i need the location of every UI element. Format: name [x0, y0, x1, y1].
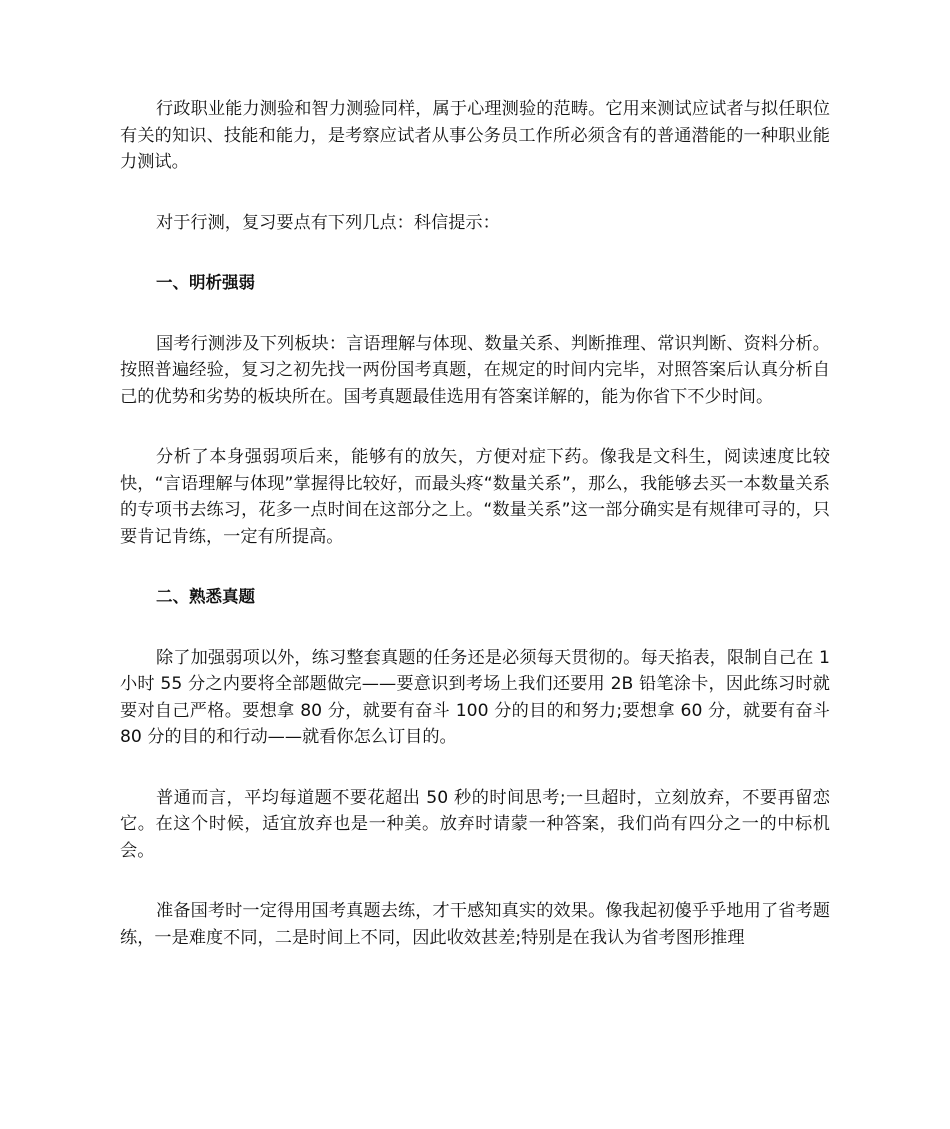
paragraph-real-exams: 准备国考时一定得用国考真题去练，才干感知真实的效果。像我起初傻乎乎地用了省考题练，一是难度不同，二是时间上不同，因此收效甚差;特别是在我认为省考图形推理: [120, 901, 830, 948]
paragraph-modules: 国考行测涉及下列板块：言语理解与体现、数量关系、判断推理、常识判断、资料分析。按照普遍经验，复习之初先找一两份国考真题，在规定的时间内完毕，对照答案后认真分析自己的优势和劣势的板块所在。国考真题最佳选用有答案详解的，能为你省下不少时间。: [120, 333, 830, 407]
paragraph-review-points: 对于行测，复习要点有下列几点：科信提示：: [156, 212, 500, 233]
document-page: [120, 96, 830, 951]
paragraph-practice: 除了加强弱项以外，练习整套真题的任务还是必须每天贯彻的。每天掐表，限制自己在 1 小时 55 分之内要将全部题做完——要意识到考场上我们还要用 2B 铅笔涂卡，因此练习时就要对自己严格。要想拿 80 分，就要有奋斗 100 分的目的和努力;要想拿 60 分，就要有奋斗 80 分的目的和行动——就看你怎么订目的。: [120, 647, 830, 747]
paragraph-intro: 行政职业能力测验和智力测验同样，属于心理测验的范畴。它用来测试应试者与拟任职位有关的知识、技能和能力，是考察应试者从事公务员工作所必须含有的普通潜能的一种职业能力测试。: [120, 99, 830, 172]
paragraph-strengths: 分析了本身强弱项后来，能够有的放矢，方便对症下药。像我是文科生，阅读速度比较快，“言语理解与体现”掌握得比较好，而最头疼“数量关系”，那么，我能够去买一本数量关系的专项书去练习，花多一点时间在这部分之上。“数量关系”这一部分确实是有规律可寻的，只要肯记肯练，一定有所提高。: [120, 447, 830, 547]
section-heading-1: 一、明析强弱: [156, 273, 255, 292]
section-heading-2: 二、熟悉真题: [156, 587, 255, 606]
paragraph-timing: 普通而言，平均每道题不要花超出 50 秒的时间思考;一旦超时，立刻放弃，不要再留恋它。在这个时候，适宜放弃也是一种美。放弃时请蒙一种答案，我们尚有四分之一的中标机会。: [120, 787, 830, 861]
